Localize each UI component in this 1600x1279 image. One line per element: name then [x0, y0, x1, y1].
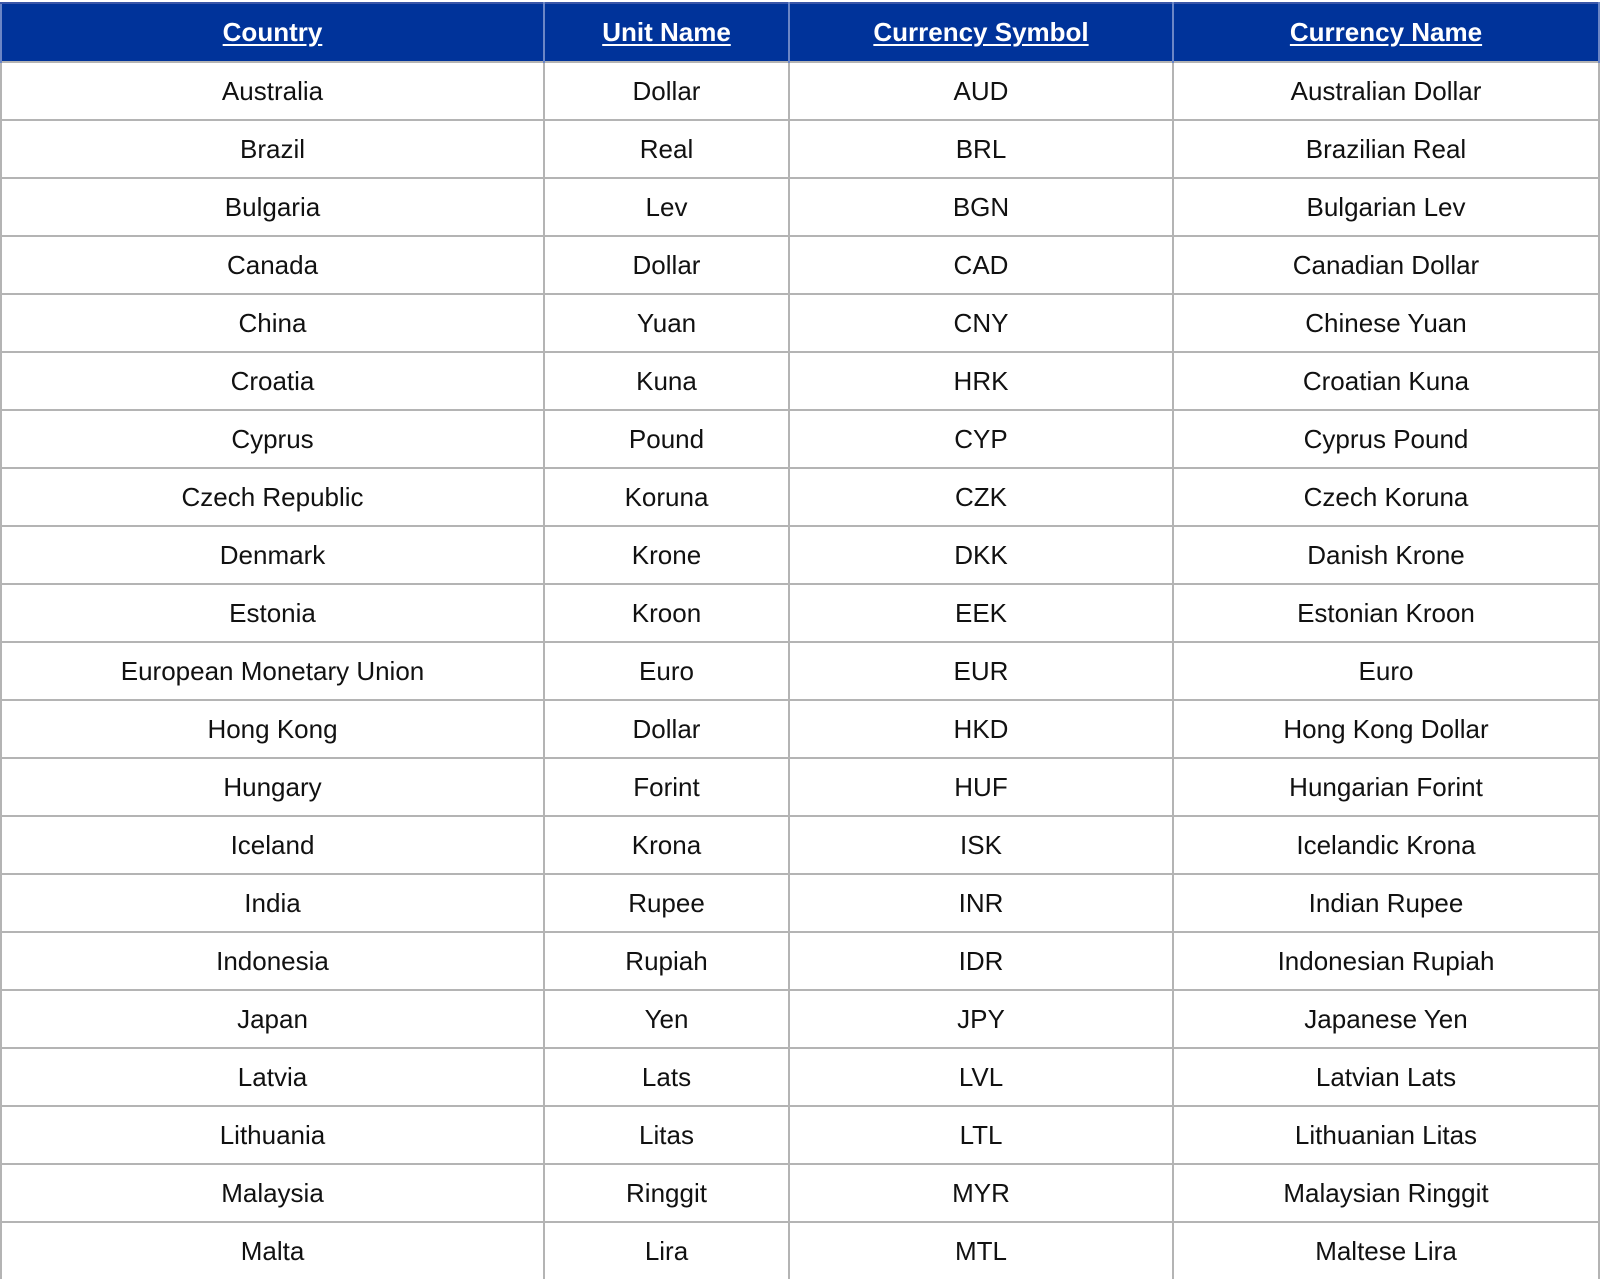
table-row: [1, 294, 1599, 352]
currency-symbol-cell: LVL: [789, 1048, 1173, 1106]
currency-name-cell: Bulgarian Lev: [1173, 178, 1599, 236]
unit-name-cell: Pound: [544, 410, 789, 468]
column-header-country: [1, 3, 544, 62]
country-cell: Canada: [1, 236, 544, 294]
currency-name-cell: Australian Dollar: [1173, 62, 1599, 120]
currency-name-cell: Icelandic Krona: [1173, 816, 1599, 874]
currency-name-cell: Cyprus Pound: [1173, 410, 1599, 468]
unit-name-cell: Ringgit: [544, 1164, 789, 1222]
currency-symbol-cell: IDR: [789, 932, 1173, 990]
country-cell: Malaysia: [1, 1164, 544, 1222]
currency-symbol-cell: EEK: [789, 584, 1173, 642]
currency-symbol-cell: EUR: [789, 642, 1173, 700]
currency-name-cell: Indian Rupee: [1173, 874, 1599, 932]
unit-name-cell: Euro: [544, 642, 789, 700]
table-row: [1, 874, 1599, 932]
country-cell: Czech Republic: [1, 468, 544, 526]
currency-name-cell: Chinese Yuan: [1173, 294, 1599, 352]
unit-name-cell: Yen: [544, 990, 789, 1048]
sort-by-currency-symbol-link[interactable]: Currency Symbol: [873, 17, 1089, 47]
country-cell: Brazil: [1, 120, 544, 178]
country-cell: Malta: [1, 1222, 544, 1279]
table-row: [1, 816, 1599, 874]
table-row: [1, 352, 1599, 410]
currency-symbol-cell: LTL: [789, 1106, 1173, 1164]
currency-symbol-cell: CNY: [789, 294, 1173, 352]
country-cell: Bulgaria: [1, 178, 544, 236]
currency-name-cell: Hong Kong Dollar: [1173, 700, 1599, 758]
currency-table: [0, 2, 1600, 1279]
currency-symbol-cell: HRK: [789, 352, 1173, 410]
currency-symbol-cell: DKK: [789, 526, 1173, 584]
column-header-currency-symbol: [789, 3, 1173, 62]
table-row: [1, 468, 1599, 526]
currency-name-cell: Japanese Yen: [1173, 990, 1599, 1048]
country-cell: Estonia: [1, 584, 544, 642]
currency-name-cell: Maltese Lira: [1173, 1222, 1599, 1279]
currency-name-cell: Hungarian Forint: [1173, 758, 1599, 816]
currency-symbol-cell: INR: [789, 874, 1173, 932]
table-row: [1, 1222, 1599, 1279]
table-row: [1, 990, 1599, 1048]
country-cell: Lithuania: [1, 1106, 544, 1164]
unit-name-cell: Kroon: [544, 584, 789, 642]
column-header-unit-name: [544, 3, 789, 62]
table-row: [1, 120, 1599, 178]
sort-by-currency-name-link[interactable]: Currency Name: [1289, 17, 1483, 47]
table-row: [1, 642, 1599, 700]
unit-name-cell: Real: [544, 120, 789, 178]
table-row: [1, 526, 1599, 584]
country-cell: Australia: [1, 62, 544, 120]
column-header-currency-name: [1173, 3, 1599, 62]
table-row: [1, 178, 1599, 236]
country-cell: Cyprus: [1, 410, 544, 468]
unit-name-cell: Rupiah: [544, 932, 789, 990]
currency-name-cell: Czech Koruna: [1173, 468, 1599, 526]
table-row: [1, 1106, 1599, 1164]
currency-name-cell: Canadian Dollar: [1173, 236, 1599, 294]
currency-symbol-cell: CAD: [789, 236, 1173, 294]
table-row: [1, 1048, 1599, 1106]
table-row: [1, 700, 1599, 758]
unit-name-cell: Krona: [544, 816, 789, 874]
currency-name-cell: Brazilian Real: [1173, 120, 1599, 178]
table-body: [1, 62, 1599, 1279]
country-cell: Hungary: [1, 758, 544, 816]
country-cell: European Monetary Union: [1, 642, 544, 700]
unit-name-cell: Rupee: [544, 874, 789, 932]
table-row: [1, 758, 1599, 816]
currency-symbol-cell: JPY: [789, 990, 1173, 1048]
table-row: [1, 932, 1599, 990]
table-row: [1, 236, 1599, 294]
unit-name-cell: Lats: [544, 1048, 789, 1106]
currency-symbol-cell: BRL: [789, 120, 1173, 178]
currency-symbol-cell: BGN: [789, 178, 1173, 236]
currency-symbol-cell: MYR: [789, 1164, 1173, 1222]
currency-symbol-cell: HKD: [789, 700, 1173, 758]
currency-name-cell: Croatian Kuna: [1173, 352, 1599, 410]
country-cell: Japan: [1, 990, 544, 1048]
unit-name-cell: Forint: [544, 758, 789, 816]
currency-name-cell: Malaysian Ringgit: [1173, 1164, 1599, 1222]
table-row: [1, 1164, 1599, 1222]
country-cell: China: [1, 294, 544, 352]
unit-name-cell: Dollar: [544, 700, 789, 758]
country-cell: Latvia: [1, 1048, 544, 1106]
currency-name-cell: Estonian Kroon: [1173, 584, 1599, 642]
currency-name-cell: Latvian Lats: [1173, 1048, 1599, 1106]
currency-symbol-cell: ISK: [789, 816, 1173, 874]
table-row: [1, 410, 1599, 468]
country-cell: Iceland: [1, 816, 544, 874]
table-row: [1, 584, 1599, 642]
sort-by-unit-name-link[interactable]: Unit Name: [602, 17, 731, 47]
currency-symbol-cell: CYP: [789, 410, 1173, 468]
currency-symbol-cell: MTL: [789, 1222, 1173, 1279]
currency-name-cell: Danish Krone: [1173, 526, 1599, 584]
currency-symbol-cell: CZK: [789, 468, 1173, 526]
table-header-row: [1, 3, 1599, 62]
country-cell: India: [1, 874, 544, 932]
unit-name-cell: Litas: [544, 1106, 789, 1164]
unit-name-cell: Lev: [544, 178, 789, 236]
currency-symbol-cell: AUD: [789, 62, 1173, 120]
unit-name-cell: Lira: [544, 1222, 789, 1279]
country-cell: Denmark: [1, 526, 544, 584]
currency-name-cell: Lithuanian Litas: [1173, 1106, 1599, 1164]
unit-name-cell: Dollar: [544, 62, 789, 120]
currency-name-cell: Indonesian Rupiah: [1173, 932, 1599, 990]
sort-by-country-link[interactable]: Country: [222, 17, 323, 47]
unit-name-cell: Yuan: [544, 294, 789, 352]
table-row: [1, 62, 1599, 120]
unit-name-cell: Dollar: [544, 236, 789, 294]
country-cell: Hong Kong: [1, 700, 544, 758]
country-cell: Indonesia: [1, 932, 544, 990]
unit-name-cell: Koruna: [544, 468, 789, 526]
unit-name-cell: Kuna: [544, 352, 789, 410]
currency-name-cell: Euro: [1173, 642, 1599, 700]
country-cell: Croatia: [1, 352, 544, 410]
currency-symbol-cell: HUF: [789, 758, 1173, 816]
unit-name-cell: Krone: [544, 526, 789, 584]
